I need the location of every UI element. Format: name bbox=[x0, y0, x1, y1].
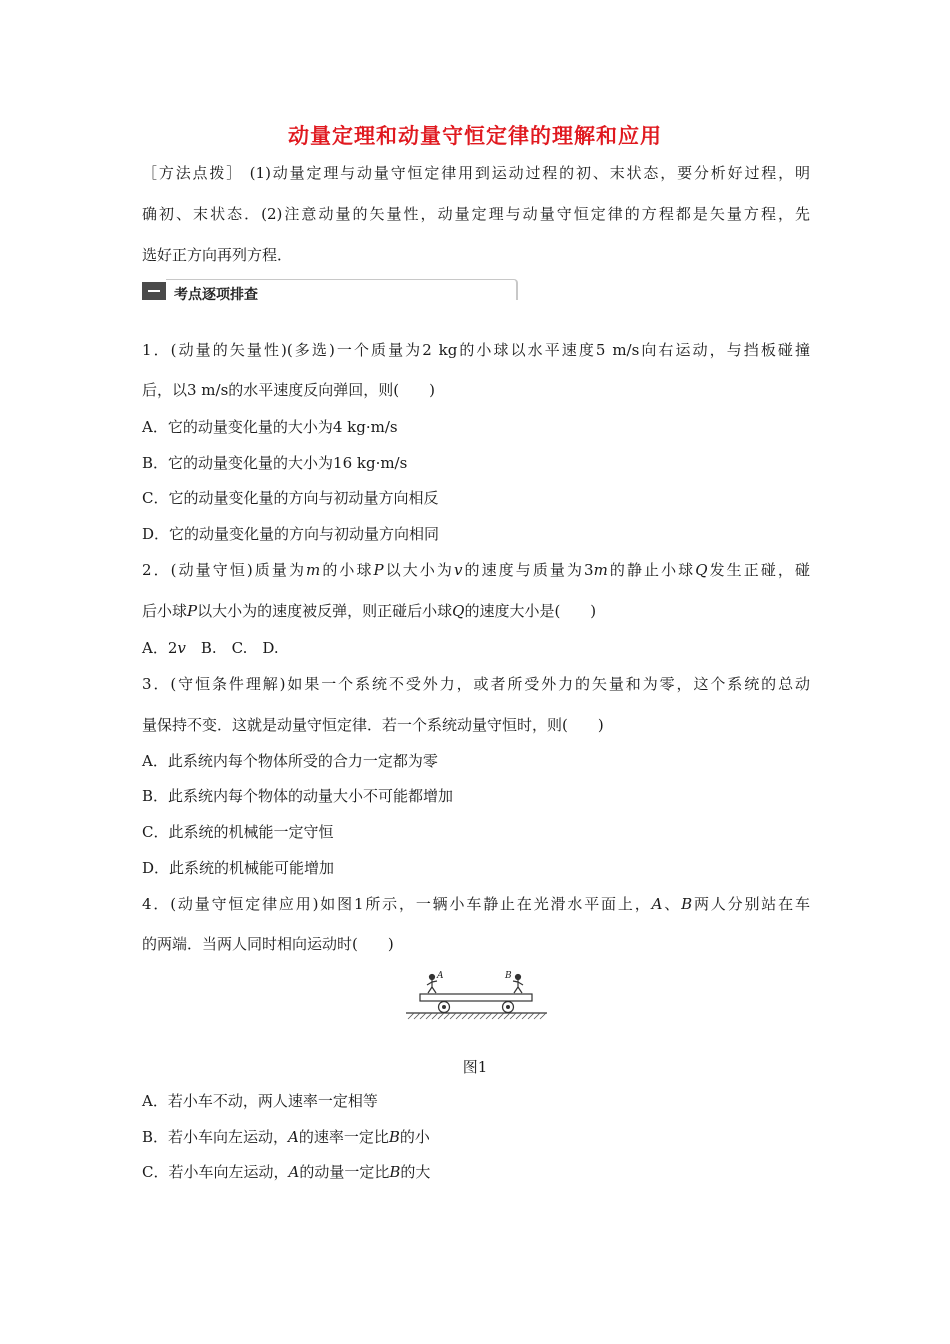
q3-option-a: A．此系统内每个物体所受的合力一定都为零 bbox=[142, 752, 438, 770]
q4-option-text: 的动量一定比 bbox=[299, 1163, 390, 1181]
q4-var-a: A bbox=[651, 895, 663, 913]
q4-var-b: B bbox=[681, 895, 693, 913]
q2-var-m: m bbox=[593, 561, 608, 579]
q4-var-a: A bbox=[288, 1128, 299, 1146]
q2-text: 2．(动量守恒)质量为 bbox=[142, 561, 307, 579]
q3-option-c: C．此系统的机械能一定守恒 bbox=[142, 823, 334, 841]
cart-wheel-left bbox=[439, 1002, 450, 1013]
q2-var-v: v bbox=[453, 561, 463, 579]
section-header bbox=[142, 279, 518, 301]
q4-option-text: 的速率一定比 bbox=[298, 1128, 389, 1146]
method-tip-line-2: 确初、末状态．(2)注意动量的矢量性，动量定理与动量守恒定律的方程都是矢量方程，先 bbox=[142, 205, 810, 223]
q4-option-text: B．若小车向左运动， bbox=[142, 1128, 289, 1146]
q2-text: 的静止小球 bbox=[607, 561, 696, 579]
ground-hatching bbox=[408, 1013, 546, 1019]
q2-var-m: m bbox=[306, 561, 321, 579]
q4-var-a: A bbox=[288, 1163, 300, 1181]
q1-option-d: D．它的动量变化量的方向与初动量方向相同 bbox=[142, 525, 440, 543]
person-b-label: B bbox=[505, 971, 512, 981]
q2-var-q: Q bbox=[452, 602, 465, 620]
q2-text: 以大小为的速度被反弹，则正碰后小球 bbox=[197, 602, 453, 620]
q4-option-c bbox=[142, 1162, 430, 1182]
q3-stem-line-1: 3．(守恒条件理解)如果一个系统不受外力，或者所受外力的矢量和为零，这个系统的总动 bbox=[142, 675, 810, 693]
q2-option-text: A．2 bbox=[142, 639, 178, 657]
q4-stem-line-1 bbox=[142, 894, 810, 914]
section-number-one-icon bbox=[142, 282, 166, 300]
q4-text: 、 bbox=[662, 895, 682, 913]
cart-wheel-right bbox=[503, 1002, 514, 1013]
q2-var-p: P bbox=[373, 561, 384, 579]
q1-option-a: A．它的动量变化量的大小为4 kg·m/s bbox=[142, 418, 398, 436]
figure-caption: 图1 bbox=[462, 1058, 488, 1076]
cart-body bbox=[420, 994, 532, 1001]
q4-var-b: B bbox=[388, 1128, 400, 1146]
q1-option-c: C．它的动量变化量的方向与初动量方向相反 bbox=[142, 489, 439, 507]
q2-var-q: Q bbox=[695, 561, 708, 579]
page-title: 动量定理和动量守恒定律的理解和应用 bbox=[288, 124, 662, 148]
q4-var-b: B bbox=[389, 1163, 401, 1181]
q2-options bbox=[142, 638, 279, 658]
q1-option-b: B．它的动量变化量的大小为16 kg·m/s bbox=[142, 454, 408, 472]
q4-option-a: A．若小车不动，两人速率一定相等 bbox=[142, 1092, 378, 1110]
q2-option-text: B. C. D. bbox=[185, 639, 279, 657]
q2-text: 的速度大小是( ) bbox=[464, 602, 597, 620]
q4-text: 两人分别站在车 bbox=[692, 895, 810, 913]
q3-option-b: B．此系统内每个物体的动量大小不可能都增加 bbox=[142, 787, 454, 805]
cart-figure bbox=[404, 968, 549, 1022]
q2-text: 的速度与质量为3 bbox=[462, 561, 594, 579]
q2-stem-line-1 bbox=[142, 560, 810, 580]
q4-option-b bbox=[142, 1127, 430, 1147]
q2-text: 发生正碰，碰 bbox=[707, 561, 810, 579]
q2-text: 后小球 bbox=[142, 602, 188, 620]
q4-option-text: C．若小车向左运动， bbox=[142, 1163, 289, 1181]
section-header-label: 考点逐项排查 bbox=[174, 287, 258, 303]
person-b-icon bbox=[513, 975, 523, 994]
q2-stem-line-2 bbox=[142, 601, 596, 621]
q3-option-d: D．此系统的机械能可能增加 bbox=[142, 859, 335, 877]
q4-stem-line-2: 的两端．当两人同时相向运动时( ) bbox=[142, 935, 394, 953]
q2-var-p: P bbox=[187, 602, 198, 620]
method-tip-line-1: ［方法点拨］ (1)动量定理与动量守恒定律用到运动过程的初、末状态，要分析好过程，明 bbox=[142, 164, 810, 182]
method-tip-line-3: 选好正方向再列方程． bbox=[142, 246, 293, 264]
q4-option-text: 的大 bbox=[400, 1163, 431, 1181]
person-a-icon bbox=[427, 975, 437, 994]
q4-option-text: 的小 bbox=[399, 1128, 430, 1146]
q1-stem-line-2: 后，以3 m/s的水平速度反向弹回，则( ) bbox=[142, 381, 435, 399]
q2-var-v: v bbox=[177, 639, 186, 657]
q1-stem-line-1: 1．(动量的矢量性)(多选)一个质量为2 kg的小球以水平速度5 m/s向右运动，与挡板碰撞 bbox=[142, 341, 810, 359]
q3-stem-line-2: 量保持不变．这就是动量守恒定律．若一个系统动量守恒时，则( ) bbox=[142, 716, 604, 734]
q2-text: 的小球 bbox=[320, 561, 374, 579]
q4-text: 4．(动量守恒定律应用)如图1所示，一辆小车静止在光滑水平面上， bbox=[142, 895, 652, 913]
q2-text: 以大小为 bbox=[383, 561, 454, 579]
person-a-label: A bbox=[437, 971, 444, 981]
